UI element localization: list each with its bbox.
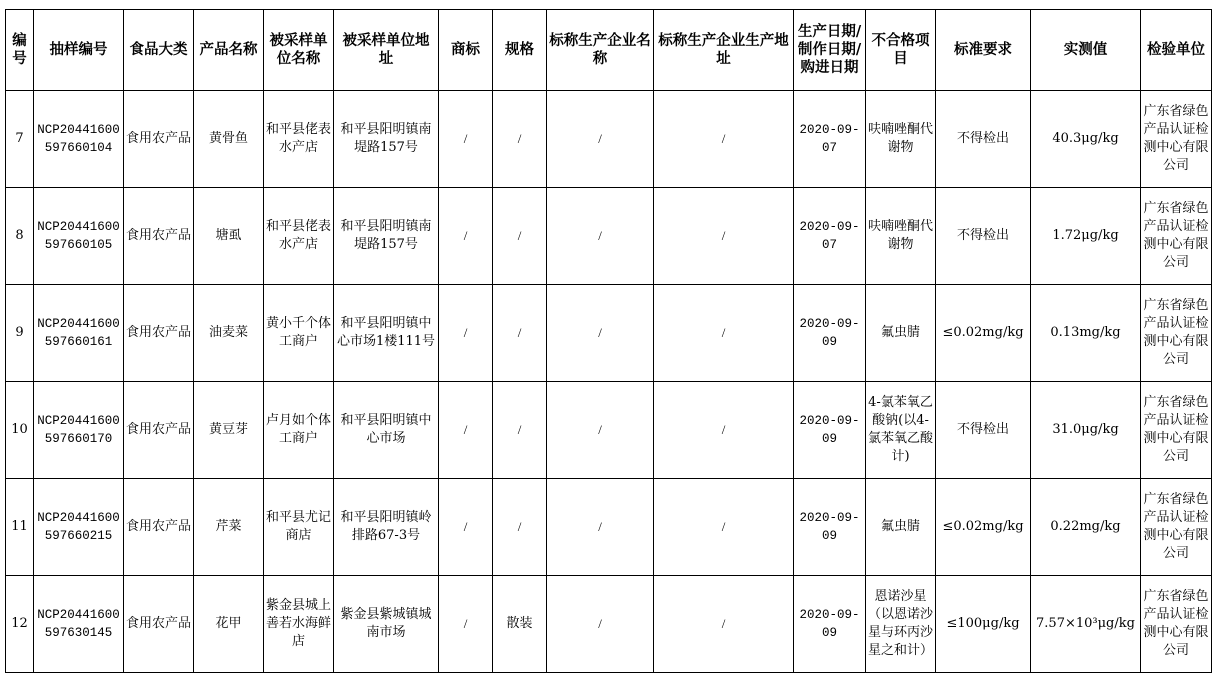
table-row [6,479,1212,576]
table-header-row [6,10,1212,91]
cell-spec: / [493,91,547,188]
cell-unit-name: 紫金县城上善若水海鲜店 [264,576,334,673]
cell-measured: 0.22mg/kg [1031,479,1141,576]
cell-brand: / [439,382,493,479]
table-row [6,285,1212,382]
cell-lab: 广东省绿色产品认证检测中心有限公司 [1141,188,1212,285]
cell-product: 油麦菜 [194,285,264,382]
cell-category: 食用农产品 [124,382,194,479]
cell-unit-name: 卢月如个体工商户 [264,382,334,479]
cell-spec: / [493,479,547,576]
header-measured: 实测值 [1031,10,1141,91]
header-item: 不合格项目 [866,10,936,91]
cell-category: 食用农产品 [124,285,194,382]
cell-sample-id: NCP20441600597660170 [34,382,124,479]
cell-mfr-name: / [547,382,654,479]
header-category: 食品大类 [124,10,194,91]
cell-standard: 不得检出 [936,91,1031,188]
cell-no: 11 [6,479,34,576]
cell-item: 呋喃唑酮代谢物 [866,91,936,188]
cell-mfr-addr: / [654,576,794,673]
cell-mfr-name: / [547,91,654,188]
header-lab: 检验单位 [1141,10,1212,91]
cell-mfr-name: / [547,285,654,382]
cell-mfr-addr: / [654,188,794,285]
header-date: 生产日期/制作日期/购进日期 [794,10,866,91]
cell-category: 食用农产品 [124,479,194,576]
header-product: 产品名称 [194,10,264,91]
cell-sample-id: NCP20441600597660161 [34,285,124,382]
cell-item: 氟虫腈 [866,479,936,576]
cell-spec: / [493,285,547,382]
cell-unit-name: 和平县佬表水产店 [264,91,334,188]
cell-category: 食用农产品 [124,188,194,285]
cell-measured: 0.13mg/kg [1031,285,1141,382]
cell-lab: 广东省绿色产品认证检测中心有限公司 [1141,576,1212,673]
table-row [6,91,1212,188]
cell-product: 花甲 [194,576,264,673]
cell-mfr-addr: / [654,91,794,188]
cell-no: 7 [6,91,34,188]
cell-date: 2020-09-09 [794,576,866,673]
cell-sample-id: NCP20441600597630145 [34,576,124,673]
cell-measured: 1.72μg/kg [1031,188,1141,285]
cell-no: 10 [6,382,34,479]
cell-item: 4-氯苯氧乙酸钠(以4-氯苯氧乙酸计) [866,382,936,479]
cell-sample-id: NCP20441600597660105 [34,188,124,285]
cell-date: 2020-09-09 [794,479,866,576]
cell-unit-addr: 紫金县紫城镇城南市场 [334,576,439,673]
cell-no: 12 [6,576,34,673]
cell-lab: 广东省绿色产品认证检测中心有限公司 [1141,91,1212,188]
cell-standard: 不得检出 [936,188,1031,285]
header-unit-name: 被采样单位名称 [264,10,334,91]
cell-measured: 7.57×10³μg/kg [1031,576,1141,673]
cell-standard: 不得检出 [936,382,1031,479]
cell-standard: ≤0.02mg/kg [936,479,1031,576]
unqualified-results-table [5,9,1212,673]
cell-brand: / [439,188,493,285]
header-mfr-addr: 标称生产企业生产地址 [654,10,794,91]
cell-unit-addr: 和平县阳明镇中心市场 [334,382,439,479]
cell-mfr-name: / [547,576,654,673]
cell-unit-name: 黄小千个体工商户 [264,285,334,382]
cell-mfr-name: / [547,479,654,576]
cell-no: 8 [6,188,34,285]
table-row [6,576,1212,673]
header-standard: 标准要求 [936,10,1031,91]
cell-no: 9 [6,285,34,382]
cell-date: 2020-09-09 [794,285,866,382]
cell-unit-name: 和平县佬表水产店 [264,188,334,285]
header-mfr-name: 标称生产企业名称 [547,10,654,91]
cell-product: 黄豆芽 [194,382,264,479]
cell-item: 氟虫腈 [866,285,936,382]
cell-date: 2020-09-09 [794,382,866,479]
table-row [6,382,1212,479]
cell-item: 呋喃唑酮代谢物 [866,188,936,285]
cell-date: 2020-09-07 [794,188,866,285]
cell-product: 黄骨鱼 [194,91,264,188]
cell-date: 2020-09-07 [794,91,866,188]
cell-measured: 40.3μg/kg [1031,91,1141,188]
cell-unit-addr: 和平县阳明镇南堤路157号 [334,91,439,188]
cell-unit-addr: 和平县阳明镇中心市场1楼111号 [334,285,439,382]
results-table-container [5,9,1212,673]
cell-unit-addr: 和平县阳明镇南堤路157号 [334,188,439,285]
cell-mfr-addr: / [654,382,794,479]
cell-spec: / [493,188,547,285]
cell-measured: 31.0μg/kg [1031,382,1141,479]
header-unit-addr: 被采样单位地址 [334,10,439,91]
cell-brand: / [439,479,493,576]
cell-product: 塘虱 [194,188,264,285]
cell-brand: / [439,285,493,382]
cell-mfr-addr: / [654,479,794,576]
cell-spec: 散装 [493,576,547,673]
header-spec: 规格 [493,10,547,91]
cell-product: 芹菜 [194,479,264,576]
cell-brand: / [439,576,493,673]
cell-lab: 广东省绿色产品认证检测中心有限公司 [1141,382,1212,479]
cell-category: 食用农产品 [124,91,194,188]
header-no: 编号 [6,10,34,91]
cell-category: 食用农产品 [124,576,194,673]
header-brand: 商标 [439,10,493,91]
table-row [6,188,1212,285]
cell-lab: 广东省绿色产品认证检测中心有限公司 [1141,479,1212,576]
cell-lab: 广东省绿色产品认证检测中心有限公司 [1141,285,1212,382]
cell-standard: ≤100μg/kg [936,576,1031,673]
cell-brand: / [439,91,493,188]
cell-sample-id: NCP20441600597660104 [34,91,124,188]
cell-unit-name: 和平县尤记商店 [264,479,334,576]
cell-spec: / [493,382,547,479]
header-sample-id: 抽样编号 [34,10,124,91]
cell-mfr-addr: / [654,285,794,382]
cell-standard: ≤0.02mg/kg [936,285,1031,382]
cell-item: 恩诺沙星（以恩诺沙星与环丙沙星之和计） [866,576,936,673]
cell-unit-addr: 和平县阳明镇岭排路67-3号 [334,479,439,576]
cell-mfr-name: / [547,188,654,285]
cell-sample-id: NCP20441600597660215 [34,479,124,576]
